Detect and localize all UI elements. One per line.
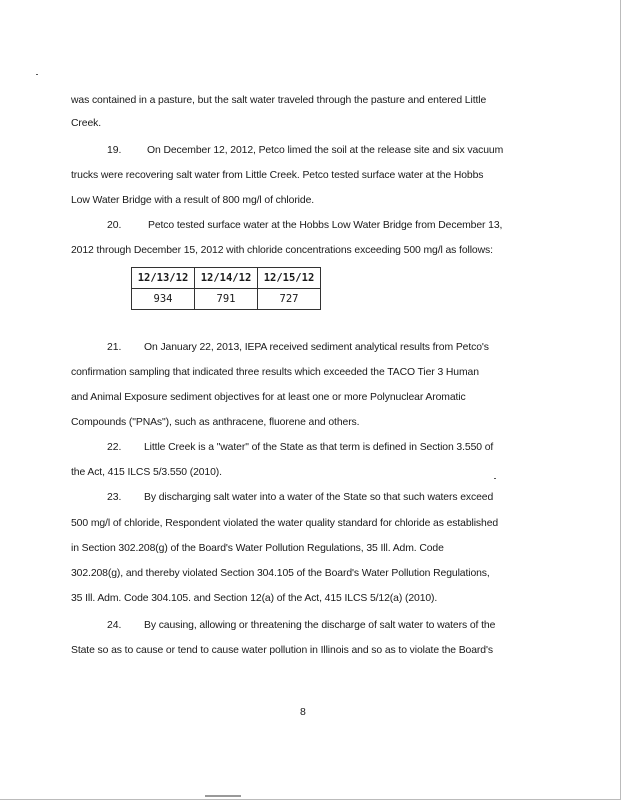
text-line: Creek. (71, 118, 102, 129)
paragraph-number: 20. (107, 220, 122, 231)
scan-speck (36, 74, 38, 75)
table-row (132, 289, 321, 310)
chloride-table (131, 267, 321, 310)
table-cell: 727 (258, 289, 321, 310)
table-header-cell: 12/13/12 (132, 268, 195, 289)
paragraph-number: 21. (107, 342, 122, 353)
text-line: confirmation sampling that indicated three results which exceeded the TACO Tier 3 Human (71, 367, 479, 378)
paragraph-number: 24. (107, 620, 122, 631)
text-line: By discharging salt water into a water of the State so that such waters exceed (144, 492, 494, 503)
scan-mark (205, 795, 241, 797)
table-cell: 791 (195, 289, 258, 310)
text-line: Low Water Bridge with a result of 800 mg/l of chloride. (71, 195, 315, 206)
text-line: On December 12, 2012, Petco limed the soil at the release site and six vacuum (147, 145, 504, 156)
table-header-cell: 12/15/12 (258, 268, 321, 289)
text-line: 500 mg/l of chloride, Respondent violated the water quality standard for chloride as established (71, 518, 499, 529)
text-line: trucks were recovering salt water from Little Creek. Petco tested surface water at the Hobbs (71, 170, 484, 181)
text-line: 35 Ill. Adm. Code 304.105. and Section 12(a) of the Act, 415 ILCS 5/12(a) (2010). (71, 593, 438, 604)
table-header-cell: 12/14/12 (195, 268, 258, 289)
text-line: On January 22, 2013, IEPA received sediment analytical results from Petco's (144, 342, 489, 353)
page-number: 8 (300, 706, 306, 718)
text-line: and Animal Exposure sediment objectives for at least one or more Polynuclear Aromatic (71, 392, 466, 403)
table-header-row (132, 268, 321, 289)
table-cell: 934 (132, 289, 195, 310)
text-line: By causing, allowing or threatening the discharge of salt water to waters of the (144, 620, 496, 631)
text-line: Little Creek is a "water" of the State as that term is defined in Section 3.550 of (144, 442, 494, 453)
paragraph-number: 19. (107, 145, 122, 156)
text-line: 2012 through December 15, 2012 with chloride concentrations exceeding 500 mg/l as follows: (71, 245, 493, 256)
paragraph-number: 22. (107, 442, 122, 453)
text-line: Petco tested surface water at the Hobbs Low Water Bridge from December 13, (148, 220, 503, 231)
text-line: was contained in a pasture, but the salt water traveled through the pasture and entered Little (71, 95, 487, 106)
text-line: in Section 302.208(g) of the Board's Water Pollution Regulations, 35 Ill. Adm. Code (71, 543, 444, 554)
scan-speck (494, 478, 496, 479)
text-line: 302.208(g), and thereby violated Section 304.105 of the Board's Water Pollution Regulations, (71, 568, 490, 579)
text-line: the Act, 415 ILCS 5/3.550 (2010). (71, 467, 222, 478)
paragraph-number: 23. (107, 492, 122, 503)
text-line: Compounds ("PNAs"), such as anthracene, fluorene and others. (71, 417, 360, 428)
text-line: State so as to cause or tend to cause water pollution in Illinois and so as to violate the Board's (71, 645, 493, 656)
